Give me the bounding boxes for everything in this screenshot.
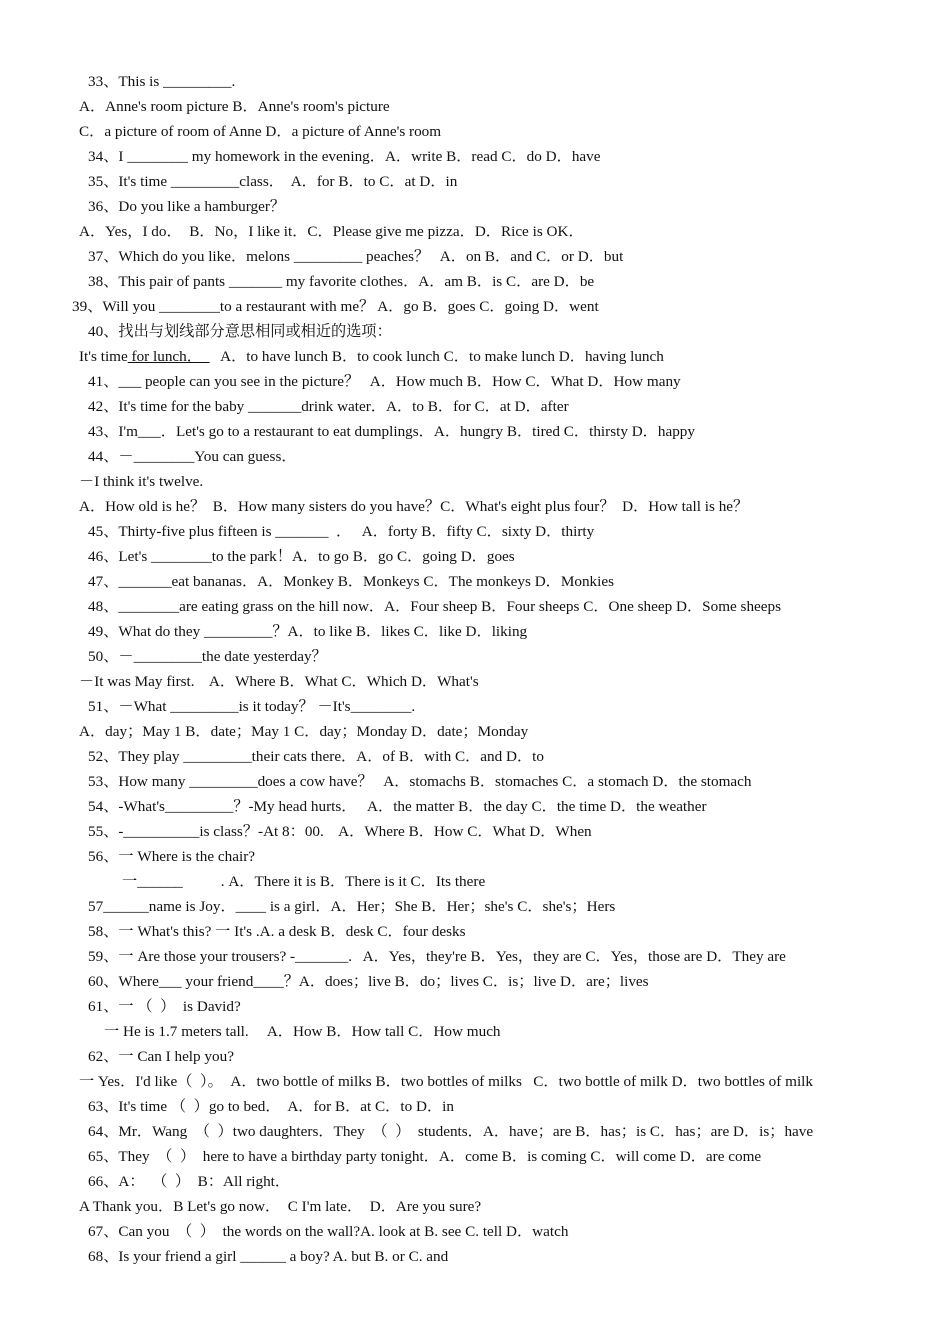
question-58: 58、一 What's this? 一 It's .A. a desk B．desk C．four desks [88, 923, 466, 940]
options-51: A．day；May 1 B．date；May 1 C．day；Monday D．date；Monday [79, 723, 529, 740]
question-62: 62、一 Can I help you? [88, 1048, 234, 1065]
answer-62: 一 Yes．I'd like（ ）。 A．two bottle of milks B．two bottles of milks C．two bottle of milk D．two bottles of milk [79, 1073, 813, 1090]
question-64: 64、Mr．Wang （ ）two daughters．They （ ） students．A．have；are B．has；is C．has；are D．is；have [88, 1123, 814, 1140]
answer-44: －I think it's twelve. [79, 473, 204, 490]
question-43: 43、I'm___．Let's go to a restaurant to eat dumplings．A．hungry B．tired C．thirsty D．happy [88, 423, 695, 440]
question-57: 57______name is Joy．____ is a girl．A．Her；She B．Her；she's C．she's；Hers [88, 898, 616, 915]
question-36: 36、Do you like a hamburger？ [88, 198, 286, 215]
answer-50: －It was May first. A．Where B．What C．Which D．What's [79, 673, 479, 690]
answer-61: 一 He is 1.7 meters tall. A．How B．How tall C．How much [104, 1023, 501, 1040]
question-52: 52、They play _________their cats there．A．of B．with C．and D．to [88, 748, 544, 765]
question-40: 40、找出与划线部分意思相同或相近的选项： [88, 323, 392, 340]
question-67: 67、Can you （ ） the words on the wall?A. look at B. see C. tell D．watch [88, 1223, 569, 1240]
question-56: 56、一 Where is the chair? [88, 848, 255, 865]
options-40: A．to have lunch B．to cook lunch C．to make lunch D．having lunch [209, 348, 664, 365]
question-65: 65、They （ ） here to have a birthday party tonight．A．come B．is coming C．will come D．are come [88, 1148, 762, 1165]
question-41: 41、___ people can you see in the picture？ A．How much B．How C．What D．How many [88, 373, 681, 390]
options-33-ab: A．Anne's room picture B．Anne's room's picture [79, 98, 390, 115]
question-60: 60、Where___ your friend____？A．does；live B．do；lives C．is；live D．are；lives [88, 973, 649, 990]
question-49: 49、What do they _________？A．to like B．likes C．like D．liking [88, 623, 528, 640]
question-47: 47、_______eat bananas．A．Monkey B．Monkeys C．The monkeys D．Monkies [88, 573, 615, 590]
answer-56: 一______ . A．There it is B．There is it C．Its there [122, 873, 486, 890]
question-37: 37、Which do you like．melons _________ peaches？ A．on B．and C．or D．but [88, 248, 624, 265]
question-33: 33、This is _________. [88, 73, 236, 90]
question-51: 51、－What _________is it today？ －It's________. [88, 698, 416, 715]
question-59: 59、一 Are those your trousers? -_______. A．Yes，they're B．Yes，they are C．Yes，those are D．They are [88, 948, 786, 965]
question-42: 42、It's time for the baby _______drink water．A．to B．for C．at D．after [88, 398, 569, 415]
options-44: A．How old is he？ B．How many sisters do you have？C．What's eight plus four？ D．How tall is he？ [79, 498, 749, 515]
question-45: 45、Thirty-five plus fifteen is _______ ． A．forty B．fifty C．sixty D．thirty [88, 523, 595, 540]
options-33-cd: C．a picture of room of Anne D．a picture of Anne's room [79, 123, 442, 140]
question-44: 44、－________You can guess． [88, 448, 297, 465]
question-54: 54、-What's_________？-My head hurts． A．the matter B．the day C．the time D．the weather [88, 798, 707, 815]
question-53: 53、How many _________does a cow have？ A．stomachs B．stomaches C．a stomach D．the stomach [88, 773, 752, 790]
question-66: 66、A： （ ） B：All right． [88, 1173, 291, 1190]
question-39: 39、Will you ________to a restaurant with me？ A．go B．goes C．going D．went [72, 298, 599, 315]
question-35: 35、It's time _________class． A．for B．to C．at D．in [88, 173, 458, 190]
question-48: 48、________are eating grass on the hill now．A．Four sheep B．Four sheeps C．One sheep D．Some sheeps [88, 598, 782, 615]
question-46: 46、Let's ________to the park！A．to go B．go C．going D．goes [88, 548, 515, 565]
sentence-prefix: It's time [79, 348, 128, 365]
question-50: 50、－_________the date yesterday？ [88, 648, 327, 665]
options-36: A．Yes，I do． B．No，I like it．C．Please give me pizza．D．Rice is OK． [79, 223, 584, 240]
options-66: A Thank you．B Let's go now． C I'm late． D．Are you sure? [79, 1198, 482, 1215]
underlined-phrase: for lunch． [127, 348, 210, 365]
question-61: 61、一 （ ） is David? [88, 998, 241, 1015]
question-40-sentence [79, 347, 664, 367]
question-34: 34、I ________ my homework in the evening．A．write B．read C．do D．have [88, 148, 601, 165]
question-38: 38、This pair of pants _______ my favorite clothes．A．am B．is C．are D．be [88, 273, 595, 290]
question-63: 63、It's time （ ）go to bed． A．for B．at C．to D．in [88, 1098, 454, 1115]
question-68: 68、Is your friend a girl ______ a boy? A. but B. or C. and [88, 1248, 449, 1265]
question-55: 55、-__________is class？-At 8：00. A．Where B．How C．What D．When [88, 823, 592, 840]
